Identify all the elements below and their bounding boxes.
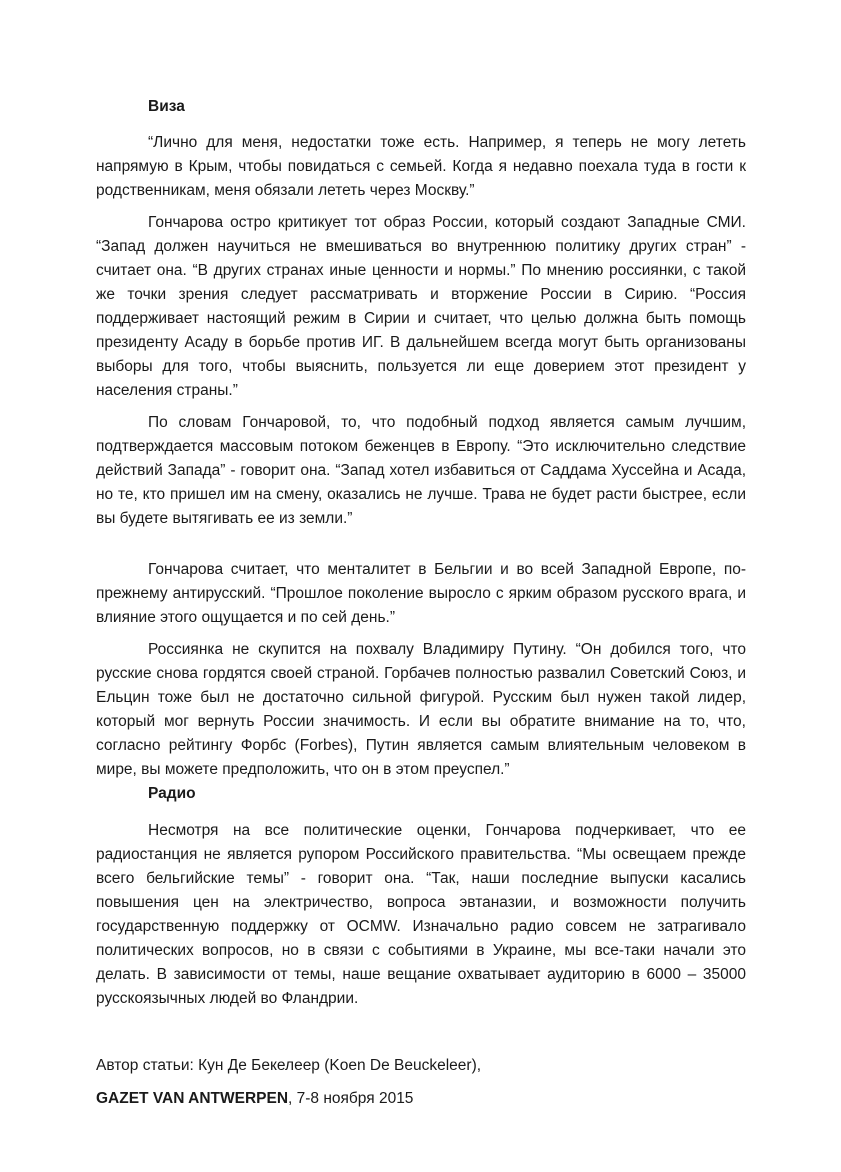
paragraph-visa-quote: “Лично для меня, недостатки тоже есть. Например, я теперь не могу лететь напрямую в Крым, чтобы повидаться с семьей. Когда я недавно поехала туда в гости к родственникам, меня обязали лететь через Москву.” [96,134,746,199]
footer-source-line [96,1087,746,1111]
heading-visa: Виза [148,98,185,115]
paragraph-mentality: Гончарова считает, что менталитет в Бельгии и во всей Западной Европе, по-прежнему антирусский. “Прошлое поколение выросло с ярким образом русского врага, и влияние этого ощущается и по сей день.” [96,561,746,626]
article-content [96,95,746,1120]
footer-source-date: , 7-8 ноября 2015 [288,1090,414,1107]
article-footer [96,1054,746,1111]
footer-source-name: GAZET VAN ANTWERPEN [96,1090,289,1107]
paragraph-putin-praise: Россиянка не скупится на похвалу Владимиру Путину. “Он добился того, что русские снова гордятся своей страной. Горбачев полностью развалил Советский Союз, и Ельцин тоже был не достаточно сильной фигурой. Русским был нужен такой лидер, который мог вернуть России значимость. И если вы обратите внимание на то, что, согласно рейтингу Форбс (Forbes), Путин является самым влиятельным человеком в мире, вы можете предположить, что он в этом преуспел.” [96,641,746,778]
footer-author-line: Автор статьи: Кун Де Бекелеер (Koen De Beuckeleer), [96,1057,482,1074]
paragraph-radio-station: Несмотря на все политические оценки, Гончарова подчеркивает, что ее радиостанция не является рупором Российского правительства. “Мы освещаем прежде всего бельгийские темы” - говорит она. “Так, наши последние выпуски касались повышения цен на электричество, вопроса эвтаназии, и возможности получить государственную поддержку от OCMW. Изначально радио совсем не затрагивало политических вопросов, но в связи с событиями в Украине, мы все-таки начали это делать. В зависимости от темы, наше вещание охватывает аудиторию в 6000 – 35000 русскоязычных людей во Фландрии. [96,822,746,1007]
paragraph-refugees: По словам Гончаровой, то, что подобный подход является самым лучшим, подтверждается массовым потоком беженцев в Европу. “Это исключительно следствие действий Запада” - говорит она. “Запад хотел избавиться от Саддама Хуссейна и Асада, но те, кто пришел им на смену, оказались не лучше. Трава не будет расти быстрее, если вы будете вытягивать ее из земли.” [96,414,746,527]
heading-radio: Радио [148,785,196,802]
paragraph-media-criticism: Гончарова остро критикует тот образ России, который создают Западные СМИ. “Запад должен научиться не вмешиваться во внутреннюю политику других стран” - считает она. “В других странах иные ценности и нормы.” По мнению россиянки, с такой же точки зрения следует рассматривать и вторжение России в Сирию. “Россия поддерживает настоящий режим в Сирии и считает, что целью должна быть помощь президенту Асаду в борьбе против ИГ. В дальнейшем всегда могут быть организованы выборы для того, чтобы выяснить, пользуется ли еще доверием этот президент у населения страны.” [96,214,746,399]
